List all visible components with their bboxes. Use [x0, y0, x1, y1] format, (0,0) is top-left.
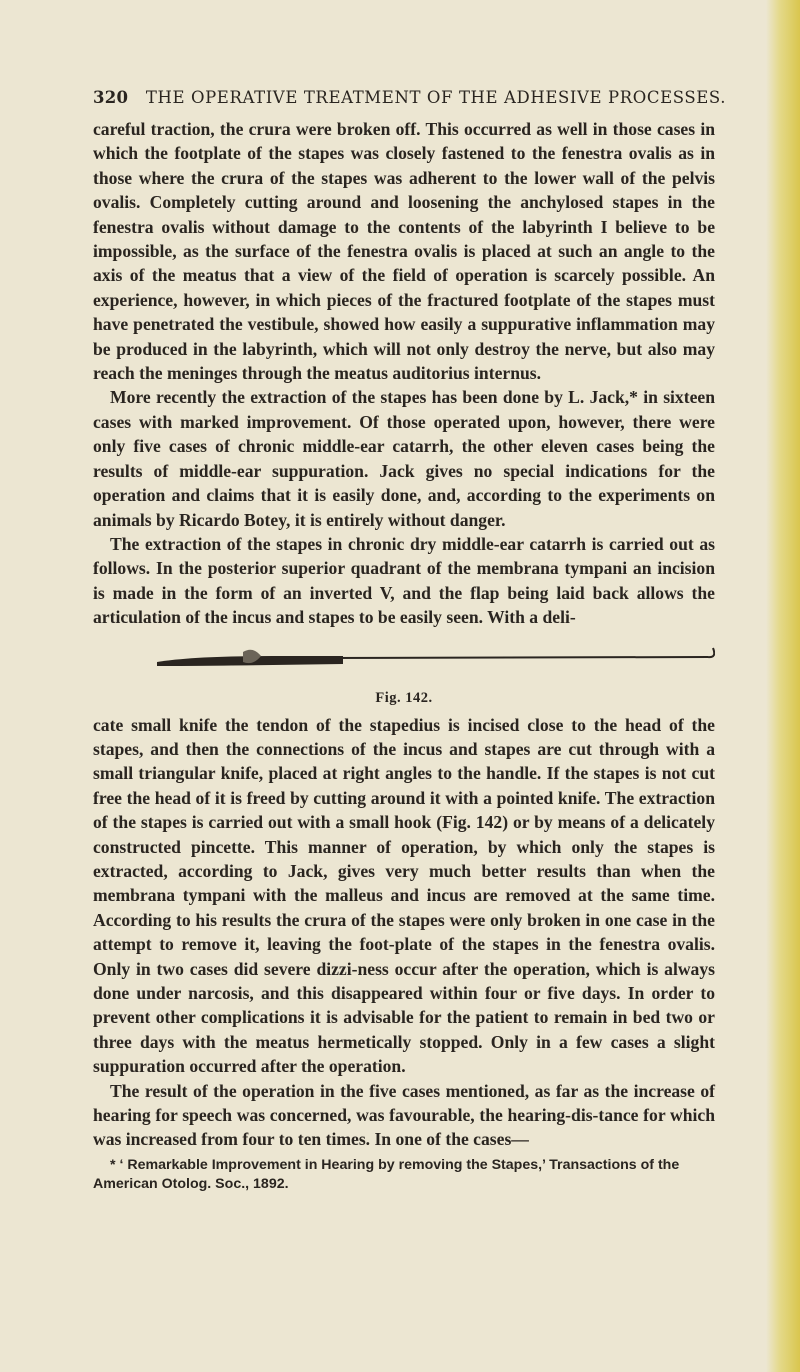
paragraph-5: The result of the operation in the five cases mentioned, as far as the increase of hearing for speech was concerned, was favourable, the hearing-dis-tance for which was increased from four to ten times. In one of the cases— — [93, 1080, 715, 1150]
figure-caption: Fig. 142. — [375, 689, 433, 706]
figure-142 — [93, 638, 715, 688]
paragraph-4: cate small knife the tendon of the stapedius is incised close to the head of the stapes, and then the connections of the incus and stapes are cut through with a small triangular knife, placed at right angles to the handle. If the stapes is not cut free the head of it is freed by cutting around it with a pointed knife. The extraction of the stapes is carried out with a small hook (Fig. 142) or by means of a delicately constructed pincette. This manner of operation, by which only the stapes is extracted, according to Jack, gives very much better results than when the membrana tympani with the malleus and incus are removed at the same time. According to his results the crura of the stapes were only broken in one case in the attempt to remove it, leaving the foot-plate of the stapes in the fenestra ovalis. Only in two cases did severe dizzi-ness occur after the operation, which is always done under narcosis, and this disappeared within four or five days. In order to prevent other complications it is advisable for the patient to remain in bed two or three days with the meatus hermetically stopped. Only in a few cases a slight suppuration occurred after the operation. — [93, 714, 715, 1077]
page-edge — [766, 0, 800, 1372]
running-title: THE OPERATIVE TREATMENT OF THE ADHESIVE PROCESSES. — [145, 88, 727, 107]
footnote: * ‘ Remarkable Improvement in Hearing by removing the Stapes,’ Transactions of the American Otolog. Soc., 1892. — [93, 1156, 680, 1192]
book-page — [93, 88, 727, 1208]
running-header — [93, 88, 727, 107]
stapes-hook-illustration — [93, 638, 715, 688]
paragraph-3: The extraction of the stapes in chronic dry middle-ear catarrh is carried out as follows. In the posterior superior quadrant of the membrana tympani an incision is made in the form of an inverted V, and the flap being laid back allows the articulation of the incus and stapes to be easily seen. With a deli- — [93, 533, 715, 628]
page-number: 320 — [93, 88, 129, 107]
paragraph-2: More recently the extraction of the stapes has been done by L. Jack,* in sixteen cases with marked improvement. Of those operated upon, however, there were only five cases of chronic middle-ear catarrh, the other eleven cases being the results of middle-ear suppuration. Jack gives no special indications for the operation and claims that it is easily done, and, according to the experiments on animals by Ricardo Botey, it is entirely without danger. — [93, 387, 715, 530]
paragraph-1: careful traction, the crura were broken off. This occurred as well in those cases in which the footplate of the stapes was closely fastened to the fenestra ovalis as in those where the crura of the stapes was adherent to the lower wall of the pelvis ovalis. Completely cutting around and loosening the anchylosed stapes in the fenestra ovalis without damage to the contents of the labyrinth I believe to be impossible, as the surface of the fenestra ovalis is placed at such an angle to the axis of the meatus that a view of the field of operation is scarcely possible. An experience, however, in which pieces of the fractured footplate of the stapes must have penetrated the vestibule, showed how easily a suppurative inflammation may be produced in the labyrinth, which will not only destroy the nerve, but also may reach the meninges through the meatus auditorius internus. — [93, 119, 715, 384]
